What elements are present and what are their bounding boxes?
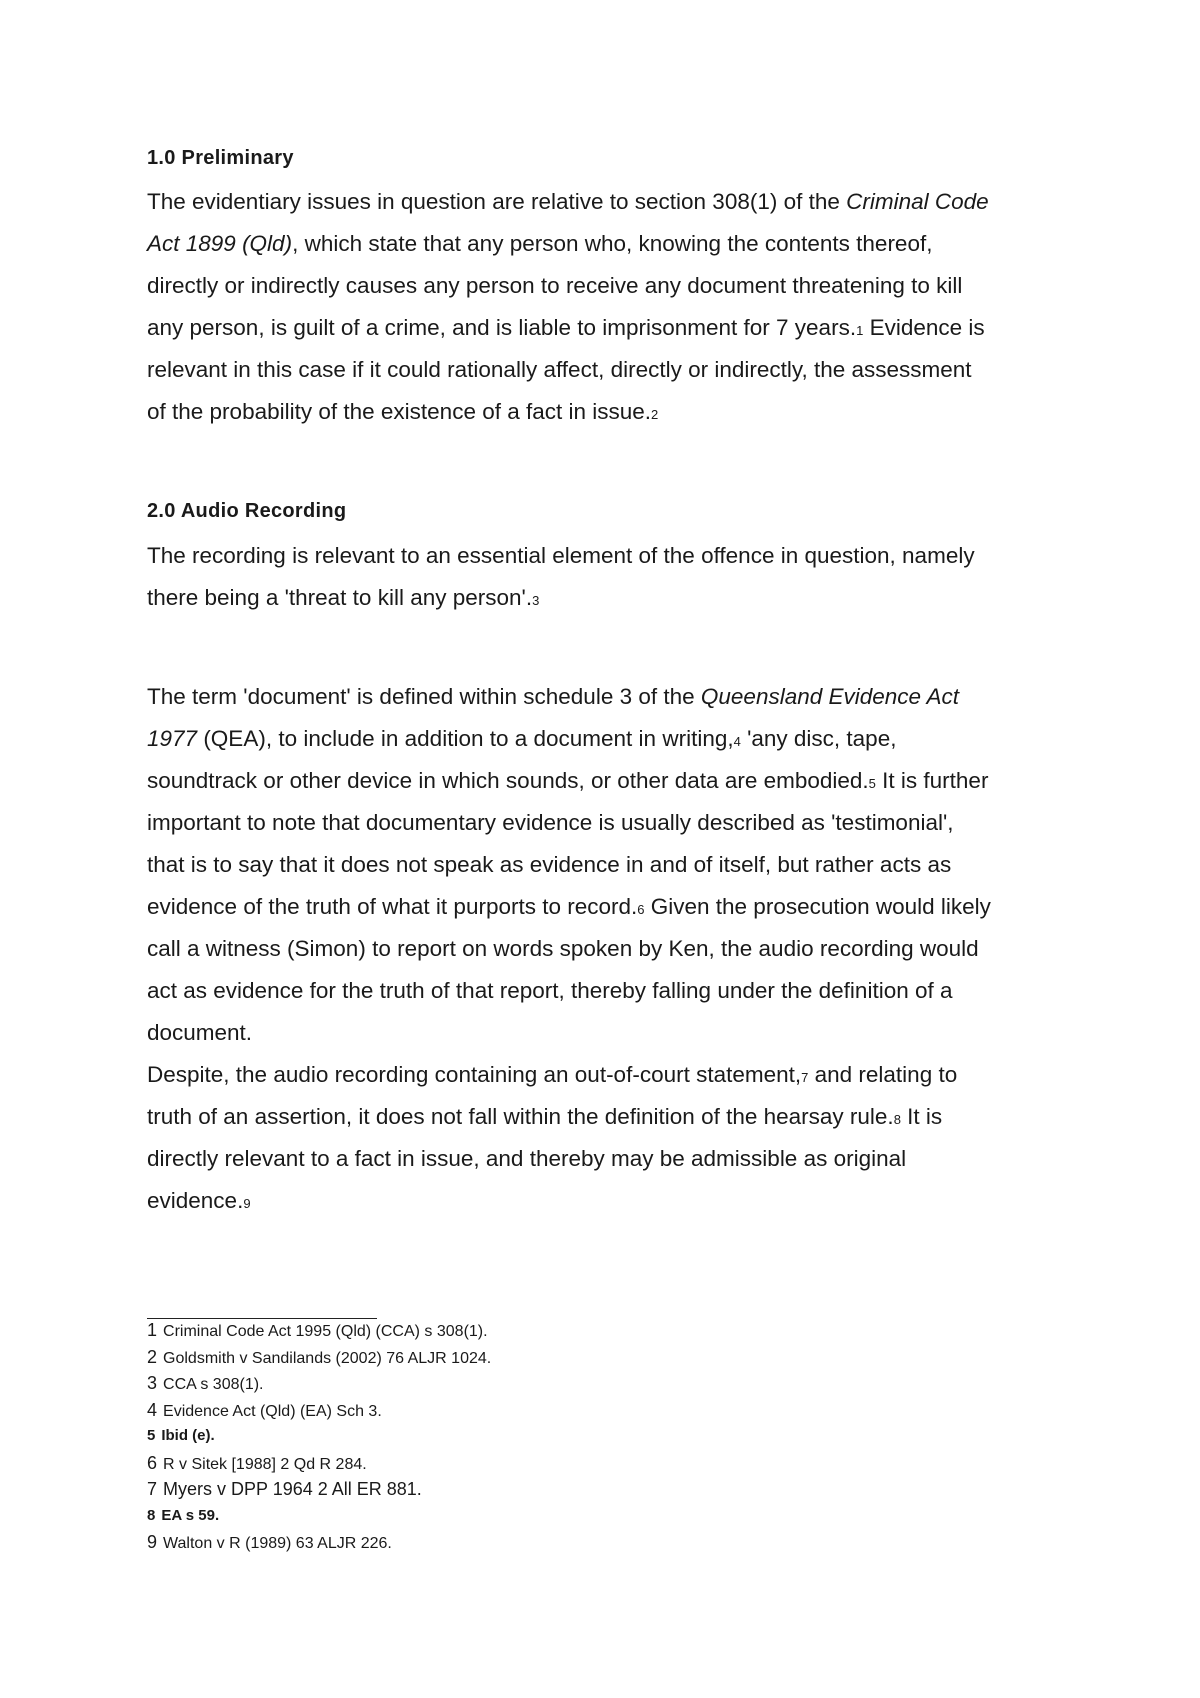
text-line: The term 'document' is defined within schedule 3 of the Queensland Evidence Act xyxy=(147,684,959,709)
text-line: 1977 (QEA), to include in addition to a document in writing, 4 'any disc, tape, xyxy=(147,726,897,751)
text-line: Act 1899 (Qld) , which state that any person who, knowing the contents thereof, xyxy=(147,231,933,256)
paragraph-document-definition xyxy=(147,676,1067,1222)
text-line: relevant in this case if it could rationally affect, directly or indirectly, the assessment xyxy=(147,357,972,382)
text-line: directly relevant to a fact in issue, and thereby may be admissible as original xyxy=(147,1146,907,1171)
footnote-item: 9 Walton v R (1989) 63 ALJR 226. xyxy=(147,1532,392,1552)
footnote-item: 8 EA s 59. xyxy=(147,1506,220,1524)
text-line: directly or indirectly causes any person to receive any document threatening to kill xyxy=(147,273,963,298)
footnote-item: 5 Ibid (e). xyxy=(147,1427,215,1444)
section-heading-preliminary: 1.0 Preliminary xyxy=(147,147,294,169)
footnote-item: 4 Evidence Act (Qld) (EA) Sch 3. xyxy=(147,1399,382,1420)
text-line: evidence of the truth of what it purports to record. 6 Given the prosecution would likely xyxy=(147,894,991,919)
footnotes xyxy=(147,1317,491,1556)
text-line: there being a 'threat to kill any person'. 3 xyxy=(147,585,540,610)
text-line: document. xyxy=(147,1020,253,1045)
text-line: that is to say that it does not speak as evidence in and of itself, but rather acts as xyxy=(147,852,952,877)
text-line: soundtrack or other device in which sounds, or other data are embodied. 5 It is further xyxy=(147,768,989,793)
footnote-item: 2 Goldsmith v Sandilands (2002) 76 ALJR 1024. xyxy=(147,1346,492,1367)
text-line: Despite, the audio recording containing an out-of-court statement, 7 and relating to xyxy=(147,1062,958,1087)
text-line: The evidentiary issues in question are relative to section 308(1) of the Criminal Code xyxy=(147,189,989,214)
text-line: call a witness (Simon) to report on words spoken by Ken, the audio recording would xyxy=(147,936,979,961)
text-line: The recording is relevant to an essential element of the offence in question, namely xyxy=(147,543,975,568)
text-line: truth of an assertion, it does not fall within the definition of the hearsay rule. 8 It is xyxy=(147,1104,943,1129)
section-heading-audio-recording: 2.0 Audio Recording xyxy=(147,500,347,522)
footnote-item: 6 R v Sitek [1988] 2 Qd R 284. xyxy=(147,1452,367,1473)
paragraph-recording-relevance xyxy=(147,535,1067,619)
text-line: act as evidence for the truth of that report, thereby falling under the definition of a xyxy=(147,978,953,1003)
footnote-item: 7 Myers v DPP 1964 2 All ER 881. xyxy=(147,1479,422,1499)
text-line: evidence. 9 xyxy=(147,1188,251,1213)
footnote-item: 3 CCA s 308(1). xyxy=(147,1373,264,1393)
text-line: of the probability of the existence of a fact in issue. 2 xyxy=(147,399,659,424)
paragraph-preliminary xyxy=(147,181,1067,433)
text-line: any person, is guilt of a crime, and is liable to imprisonment for 7 years. 1 Evidence is xyxy=(147,315,985,340)
text-line: important to note that documentary evidence is usually described as 'testimonial', xyxy=(147,810,954,835)
footnote-item: 1 Criminal Code Act 1995 (Qld) (CCA) s 308(1). xyxy=(147,1320,488,1340)
